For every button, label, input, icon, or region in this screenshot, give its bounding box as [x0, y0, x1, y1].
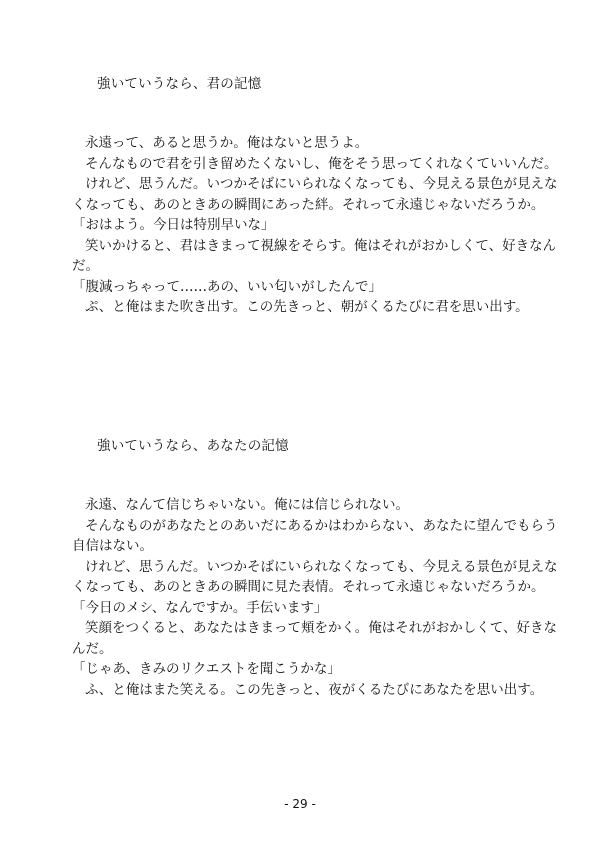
paragraph-line: 永遠、なんて信じちゃいない。俺には信じられない。: [85, 497, 409, 513]
paragraph-line: だ。: [72, 258, 99, 274]
paragraph-line: ぷ、と俺はまた吹き出す。この先きっと、朝がくるたびに君を思い出す。: [85, 299, 529, 315]
paragraph-line: けれど、思うんだ。いつかそばにいられなくなっても、今見える景色が見えな: [85, 558, 558, 575]
paragraph-line: 永遠って、あると思うか。俺はないと思うよ。: [85, 135, 369, 151]
paragraph-line: そんなものがあなたとのあいだにあるかはわからない、あなたに望んでもらう: [85, 517, 558, 534]
section-heading-1: 強いていうなら、君の記憶: [97, 76, 262, 92]
section-body-1: [72, 133, 558, 318]
paragraph-line: ふ、と俺はまた笑える。この先きっと、夜がくるたびにあなたを思い出す。: [85, 681, 544, 698]
dialogue-line: 「じゃあ、きみのリクエストを聞こうかな」: [72, 661, 341, 677]
page-number: - 29 -: [284, 797, 316, 811]
dialogue-line: 「今日のメシ、なんですか。手伝います」: [72, 599, 328, 616]
dialogue-line: 「腹減っちゃって……あの、いい匂いがしたんで」: [72, 278, 382, 295]
paragraph-line: けれど、思うんだ。いつかそばにいられなくなっても、今見える景色が見えな: [85, 176, 558, 192]
paragraph-line: んだ。: [72, 640, 113, 657]
paragraph-line: くなっても、あのときあの瞬間にあった絆。それって永遠じゃないだろうか。: [72, 196, 545, 213]
paragraph-line: 笑顔をつくると、あなたはきまって頬をかく。俺はそれがおかしくて、好きな: [85, 620, 557, 636]
section-body-2: [72, 495, 558, 700]
paragraph-line: 笑いかけると、君はきまって視線をそらす。俺はそれがおかしくて、好きなん: [85, 237, 557, 254]
paragraph-line: 自信はない。: [72, 538, 153, 554]
paragraph-line: くなっても、あのときあの瞬間に見た表情。それって永遠じゃないだろうか。: [72, 579, 545, 595]
paragraph-line: そんなもので君を引き留めたくないし、俺をそう思ってくれなくていいんだ。: [85, 155, 558, 172]
dialogue-line: 「おはよう。今日は特別早いな」: [72, 217, 275, 233]
section-heading-2: 強いていうなら、あなたの記憶: [97, 438, 289, 454]
